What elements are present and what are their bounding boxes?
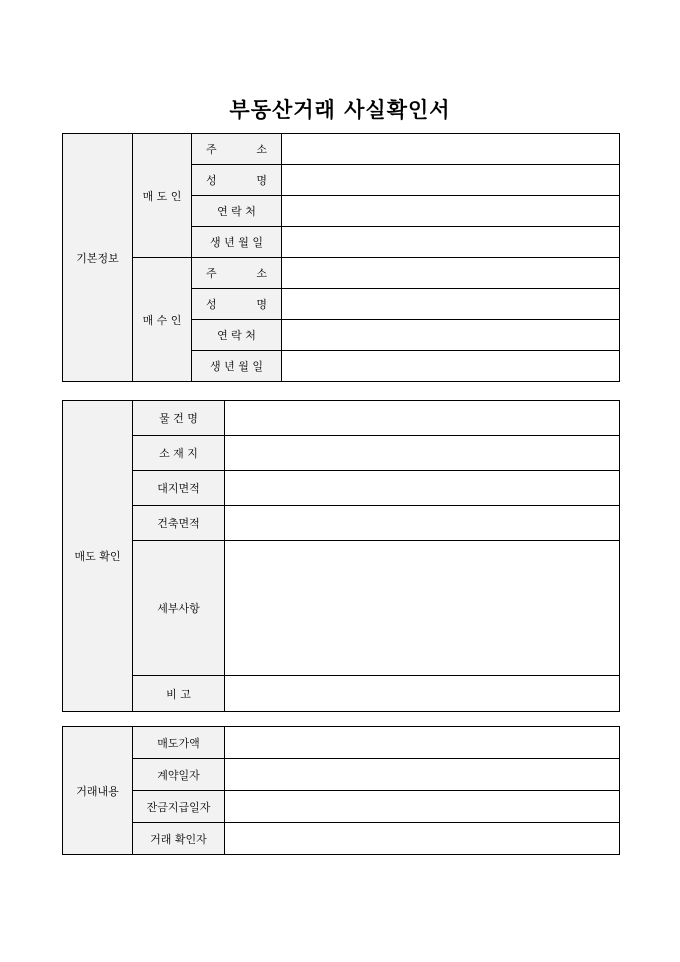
transaction-confirmer-field[interactable] [225, 823, 620, 855]
building-area-field[interactable] [225, 506, 620, 541]
buyer-name-label: 성 명 [192, 289, 282, 320]
building-area-label: 건축면적 [133, 506, 225, 541]
transaction-confirmer-label: 거래 확인자 [133, 823, 225, 855]
seller-birthdate-field[interactable] [282, 227, 620, 258]
sale-confirmation-section-label: 매도 확인 [63, 401, 133, 712]
remarks-label: 비 고 [133, 676, 225, 712]
contract-date-label: 계약일자 [133, 759, 225, 791]
details-label: 세부사항 [133, 541, 225, 676]
location-label: 소 재 지 [133, 436, 225, 471]
buyer-contact-label: 연 락 처 [192, 320, 282, 351]
seller-name-label: 성 명 [192, 165, 282, 196]
contract-date-field[interactable] [225, 759, 620, 791]
property-name-label: 물 건 명 [133, 401, 225, 436]
seller-contact-label: 연 락 처 [192, 196, 282, 227]
transaction-table [62, 726, 620, 855]
buyer-address-field[interactable] [282, 258, 620, 289]
buyer-address-label: 주 소 [192, 258, 282, 289]
transaction-section-label: 거래내용 [63, 727, 133, 855]
land-area-label: 대지면적 [133, 471, 225, 506]
sale-price-field[interactable] [225, 727, 620, 759]
property-name-field[interactable] [225, 401, 620, 436]
buyer-label: 매 수 인 [133, 258, 192, 382]
basic-info-section-label: 기본정보 [63, 134, 133, 382]
remarks-field[interactable] [225, 676, 620, 712]
sale-price-label: 매도가액 [133, 727, 225, 759]
details-field[interactable] [225, 541, 620, 676]
location-field[interactable] [225, 436, 620, 471]
seller-address-label: 주 소 [192, 134, 282, 165]
document-title: 부동산거래 사실확인서 [229, 98, 451, 122]
seller-contact-field[interactable] [282, 196, 620, 227]
seller-name-field[interactable] [282, 165, 620, 196]
land-area-field[interactable] [225, 471, 620, 506]
balance-payment-date-field[interactable] [225, 791, 620, 823]
buyer-name-field[interactable] [282, 289, 620, 320]
basic-info-table [62, 133, 620, 382]
balance-payment-date-label: 잔금지급일자 [133, 791, 225, 823]
buyer-birthdate-label: 생 년 월 일 [192, 351, 282, 382]
buyer-contact-field[interactable] [282, 320, 620, 351]
seller-birthdate-label: 생 년 월 일 [192, 227, 282, 258]
seller-address-field[interactable] [282, 134, 620, 165]
seller-label: 매 도 인 [133, 134, 192, 258]
sale-confirmation-table [62, 400, 620, 712]
buyer-birthdate-field[interactable] [282, 351, 620, 382]
